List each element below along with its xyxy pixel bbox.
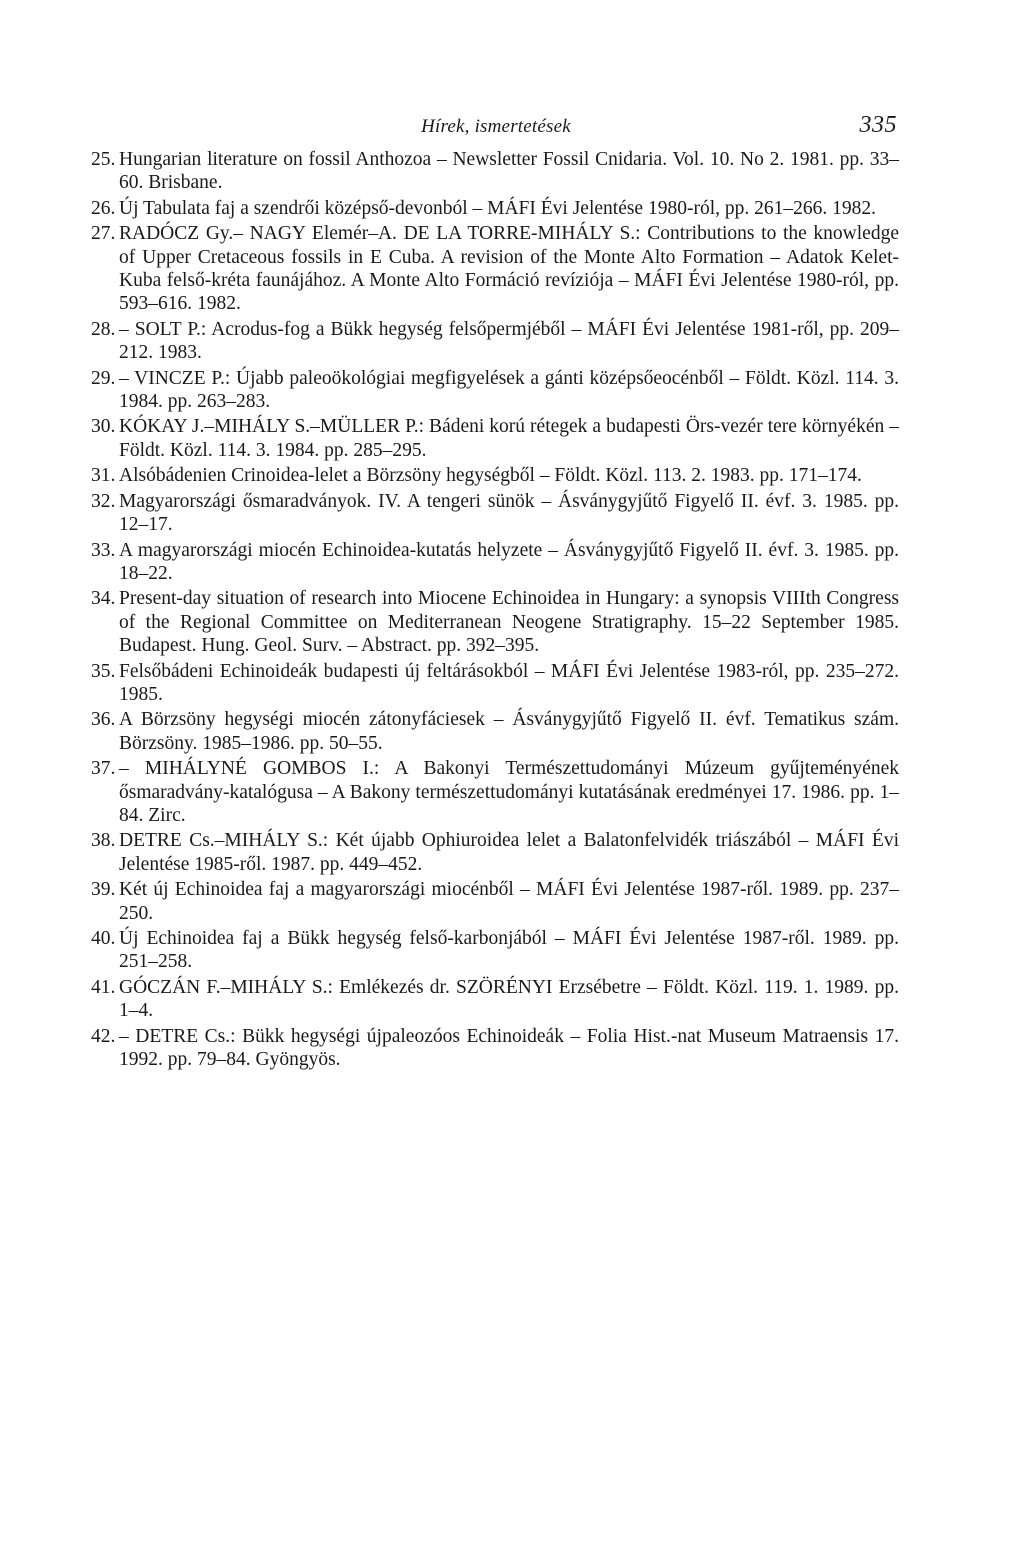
entry-text: Új Echinoidea faj a Bükk hegység felső-karbonjából – MÁFI Évi Jelentése 1987-ről. 1989. pp. 251–258. <box>119 928 899 973</box>
entry-text: – SOLT P.: Acrodus-fog a Bükk hegység felsőpermjéből – MÁFI Évi Jelentése 1981-ről, pp. 209–212. 1983. <box>119 318 899 364</box>
entry-text: RADÓCZ Gy.– NAGY Elemér–A. DE LA TORRE-MIHÁLY S.: Contributions to the knowledge of Upper Cretaceous fossils in E Cuba. A revision of the Monte Alto Formation – Adatok Kelet-Kuba felső-kréta faunájához. A Monte Alto Formáció revíziója – MÁFI Évi Jelentése 1980-ról, pp. 593–616. 1982. <box>119 223 899 315</box>
entry-text: – DETRE Cs.: Bükk hegységi újpaleozóos Echinoideák – Folia Hist.-nat Museum Matraensis 17. 1992. pp. 79–84. Gyöngyös. <box>119 1025 899 1071</box>
running-head <box>93 112 899 148</box>
entry-number: 28. <box>91 318 116 340</box>
entry-number: 31. <box>91 465 116 487</box>
bibliography-entry <box>93 490 899 537</box>
bibliography-entry <box>93 927 899 974</box>
entry-text: Új Tabulata faj a szendrői középső-devonból – MÁFI Évi Jelentése 1980-ról, pp. 261–266. 1982. <box>119 197 876 219</box>
entry-number: 26. <box>91 197 116 219</box>
bibliography-entry <box>93 222 899 316</box>
bibliography-list <box>93 148 899 1071</box>
bibliography-entry <box>93 318 899 365</box>
entry-text: Két új Echinoidea faj a magyarországi miocénből – MÁFI Évi Jelentése 1987-ről. 1989. pp. 237–250. <box>119 879 899 924</box>
bibliography-entry <box>93 878 899 925</box>
entry-number: 41. <box>91 976 116 998</box>
entry-number: 29. <box>91 367 116 389</box>
entry-number: 33. <box>91 539 116 561</box>
entry-number: 27. <box>91 223 116 245</box>
entry-number: 38. <box>91 830 116 852</box>
entry-number: 25. <box>91 149 116 170</box>
entry-text: Present-day situation of research into Miocene Echinoidea in Hungary: a synopsis VIIIth Congress of the Regional Committee on Mediterranean Neogene Stratigraphy. 15–22 September 1985. Budapest. Hung. Geol. Surv. – Abstract. pp. 392–395. <box>119 588 899 657</box>
running-title: Hírek, ismertetések <box>421 116 571 137</box>
entry-number: 32. <box>91 490 116 512</box>
entry-text: – MIHÁLYNÉ GOMBOS I.: A Bakonyi Természettudományi Múzeum gyűjteményének ősmaradvány-katalógusa – A Bakony természettudományi kutatásának eredményei 17. 1986. pp. 1–84. Zirc. <box>119 758 899 826</box>
entry-text: Felsőbádeni Echinoideák budapesti új feltárásokból – MÁFI Évi Jelentése 1983-ról, pp. 235–272. 1985. <box>119 660 899 705</box>
bibliography-entry <box>93 148 899 195</box>
page-number: 335 <box>859 112 897 138</box>
entry-number: 36. <box>91 709 116 731</box>
bibliography-entry <box>93 976 899 1023</box>
entry-number: 30. <box>91 416 116 438</box>
bibliography-entry <box>93 367 899 414</box>
entry-text: GÓCZÁN F.–MIHÁLY S.: Emlékezés dr. SZÖRÉNYI Erzsébetre – Földt. Közl. 119. 1. 1989. pp. 1–4. <box>119 976 899 1022</box>
entry-number: 40. <box>91 928 116 949</box>
entry-number: 42. <box>91 1025 116 1047</box>
bibliography-entry <box>93 1025 899 1072</box>
bibliography-entry <box>93 708 899 755</box>
entry-text: – VINCZE P.: Újabb paleoökológiai megfigyelések a gánti középsőeocénből – Földt. Közl. 114. 3. 1984. pp. 263–283. <box>119 367 899 413</box>
bibliography-entry <box>93 829 899 876</box>
bibliography-entry <box>93 757 899 827</box>
entry-number: 39. <box>91 879 116 901</box>
entry-number: 37. <box>91 758 116 780</box>
entry-text: A magyarországi miocén Echinoidea-kutatás helyzete – Ásványgyjűtő Figyelő II. évf. 3. 1985. pp. 18–22. <box>119 539 899 584</box>
entry-text: A Börzsöny hegységi miocén zátonyfáciesek – Ásványgyjűtő Figyelő II. évf. Tematikus szám. Börzsöny. 1985–1986. pp. 50–55. <box>119 709 899 754</box>
bibliography-entry <box>93 415 899 462</box>
bibliography-entry <box>93 539 899 586</box>
entry-text: Hungarian literature on fossil Anthozoa – Newsletter Fossil Cnidaria. Vol. 10. No 2. 1981. pp. 33–60. Brisbane. <box>119 149 899 194</box>
bibliography-entry <box>93 587 899 657</box>
entry-text: DETRE Cs.–MIHÁLY S.: Két újabb Ophiuroidea lelet a Balatonfelvidék triászából – MÁFI Évi Jelentése 1985-ről. 1987. pp. 449–452. <box>119 830 899 875</box>
bibliography-entry <box>93 197 899 220</box>
entry-text: KÓKAY J.–MIHÁLY S.–MÜLLER P.: Bádeni korú rétegek a budapesti Örs-vezér tere környékén – Földt. Közl. 114. 3. 1984. pp. 285–295. <box>119 416 899 461</box>
document-page <box>93 112 899 1073</box>
bibliography-entry <box>93 464 899 487</box>
entry-text: Magyarországi ősmaradványok. IV. A tengeri sünök – Ásványgyjűtő Figyelő II. évf. 3. 1985. pp. 12–17. <box>119 490 899 536</box>
entry-number: 34. <box>91 588 116 610</box>
bibliography-entry <box>93 660 899 707</box>
entry-text: Alsóbádenien Crinoidea-lelet a Börzsöny hegységből – Földt. Közl. 113. 2. 1983. pp. 171–174. <box>119 465 862 487</box>
entry-number: 35. <box>91 660 116 682</box>
